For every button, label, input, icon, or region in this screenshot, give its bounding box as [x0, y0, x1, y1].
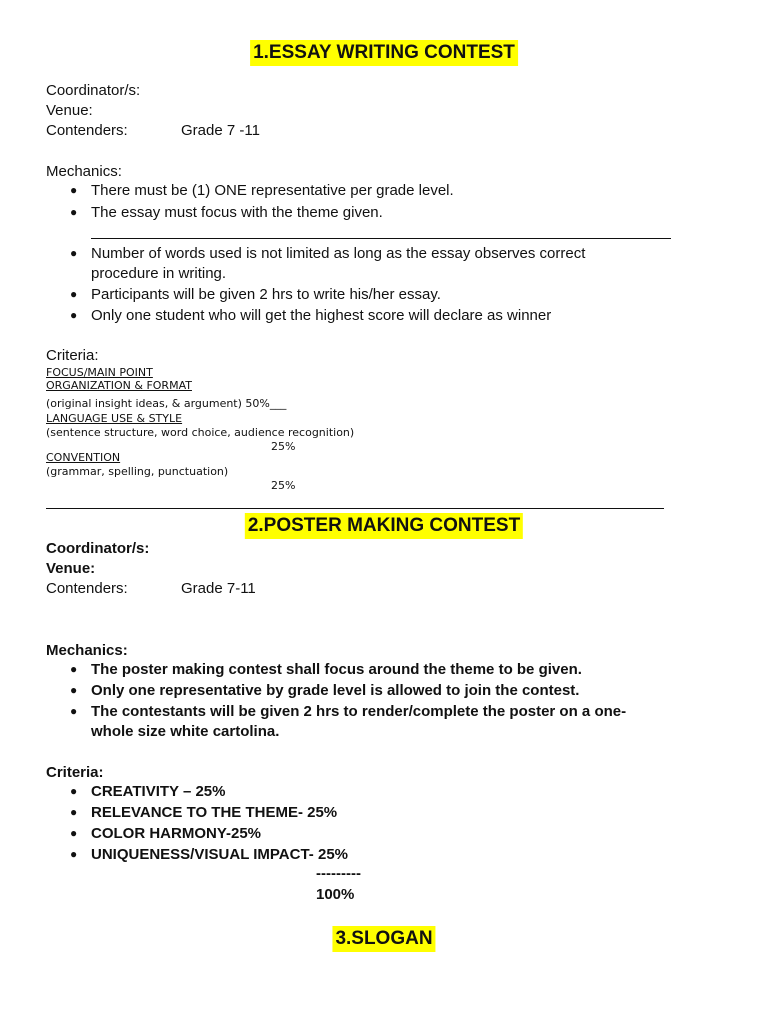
poster-criterion-item: RELEVANCE TO THE THEME- 25%: [91, 804, 338, 821]
poster-contenders-label: Contenders:: [46, 580, 128, 597]
essay-criterion-focus: FOCUS/MAIN POINT: [46, 366, 153, 379]
section-divider: [46, 508, 664, 509]
blank-line: [91, 238, 671, 239]
poster-criteria-label: Criteria:: [46, 764, 104, 781]
essay-mechanics-label: Mechanics:: [46, 163, 122, 180]
essay-mechanic-item: procedure in writing.: [91, 265, 227, 282]
essay-criterion-organization: ORGANIZATION & FORMAT: [46, 379, 192, 392]
poster-mechanics-label: Mechanics:: [46, 642, 128, 659]
essay-criterion-language: LANGUAGE USE & STYLE: [46, 412, 183, 425]
poster-criterion-item: CREATIVITY – 25%: [91, 783, 226, 800]
bullet-icon: ●: [70, 847, 78, 861]
essay-title: 1.ESSAY WRITING CONTEST: [250, 40, 518, 66]
poster-mechanic-item: whole size white cartolina.: [91, 723, 280, 740]
bullet-icon: ●: [70, 683, 78, 697]
essay-criteria-label: Criteria:: [46, 347, 99, 364]
bullet-icon: ●: [70, 308, 78, 322]
poster-contenders-value: Grade 7-11: [181, 580, 256, 597]
essay-mechanic-item: Participants will be given 2 hrs to write his/her essay.: [91, 286, 441, 303]
poster-coordinator-label: Coordinator/s:: [46, 540, 150, 557]
essay-criterion-convention: CONVENTION: [46, 451, 121, 464]
poster-mechanic-item: The contestants will be given 2 hrs to render/complete the poster on a one-: [91, 703, 627, 720]
essay-criterion-organization-note: (original insight ideas, & argument) 50%___: [46, 397, 287, 410]
bullet-icon: ●: [70, 205, 78, 219]
poster-total-dashes: ---------: [316, 865, 361, 882]
poster-criterion-item: COLOR HARMONY-25%: [91, 825, 262, 842]
poster-total: 100%: [316, 886, 355, 903]
bullet-icon: ●: [70, 287, 78, 301]
bullet-icon: ●: [70, 826, 78, 840]
poster-venue-label: Venue:: [46, 560, 96, 577]
slogan-title: 3.SLOGAN: [332, 926, 435, 952]
essay-mechanic-item: There must be (1) ONE representative per grade level.: [91, 182, 454, 199]
essay-criterion-language-note: (sentence structure, word choice, audience recognition): [46, 426, 355, 439]
essay-criterion-convention-pct: 25%: [271, 479, 296, 492]
bullet-icon: ●: [70, 805, 78, 819]
bullet-icon: ●: [70, 784, 78, 798]
poster-criterion-item: UNIQUENESS/VISUAL IMPACT- 25%: [91, 846, 348, 863]
essay-contenders-value: Grade 7 -11: [181, 122, 260, 139]
essay-venue-label: Venue:: [46, 102, 93, 119]
essay-contenders-label: Contenders:: [46, 122, 128, 139]
poster-mechanic-item: Only one representative by grade level is allowed to join the contest.: [91, 682, 580, 699]
poster-mechanic-item: The poster making contest shall focus around the theme to be given.: [91, 661, 582, 678]
essay-criterion-convention-note: (grammar, spelling, punctuation): [46, 465, 229, 478]
essay-coordinator-label: Coordinator/s:: [46, 82, 141, 99]
bullet-icon: ●: [70, 704, 78, 718]
bullet-icon: ●: [70, 662, 78, 676]
poster-title: 2.POSTER MAKING CONTEST: [245, 513, 523, 539]
essay-mechanic-item: The essay must focus with the theme given.: [91, 204, 383, 221]
bullet-icon: ●: [70, 183, 78, 197]
essay-mechanic-item: Number of words used is not limited as long as the essay observes correct: [91, 245, 586, 262]
bullet-icon: ●: [70, 246, 78, 260]
essay-criterion-language-pct: 25%: [271, 440, 296, 453]
essay-mechanic-item: Only one student who will get the highest score will declare as winner: [91, 307, 552, 324]
